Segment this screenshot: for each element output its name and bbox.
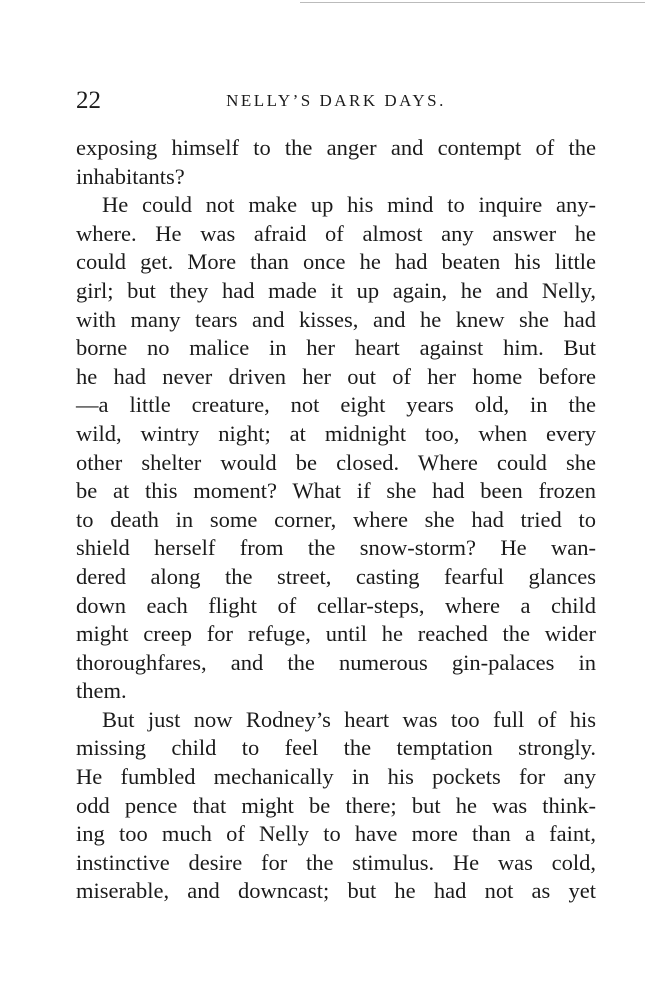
text-line: He could not make up his mind to inquire any- bbox=[102, 192, 596, 218]
text-line: He fumbled mechanically in his pockets for any bbox=[76, 764, 596, 790]
body-text bbox=[76, 134, 596, 906]
text-line: them. bbox=[76, 678, 127, 704]
top-rule bbox=[300, 2, 645, 3]
text-line: thoroughfares, and the numerous gin-palaces in bbox=[76, 649, 596, 675]
text-line: might creep for refuge, until he reached the wider bbox=[76, 621, 596, 647]
text-line: missing child to feel the temptation strongly. bbox=[76, 735, 596, 761]
text-line: other shelter would be closed. Where could she bbox=[76, 449, 596, 475]
page-header bbox=[76, 86, 596, 116]
text-line: could get. More than once he had beaten his little bbox=[76, 249, 596, 275]
text-line: borne no malice in her heart against him. But bbox=[76, 335, 596, 361]
running-title: NELLY’S DARK DAYS. bbox=[226, 91, 446, 110]
text-line: where. He was afraid of almost any answer he bbox=[76, 220, 596, 246]
text-line: exposing himself to the anger and contempt of the bbox=[76, 135, 596, 160]
text-line: —a little creature, not eight years old, in the bbox=[76, 392, 596, 418]
text-line: shield herself from the snow-storm? He wan- bbox=[76, 535, 596, 561]
page-number: 22 bbox=[76, 87, 101, 114]
text-line: wild, wintry night; at midnight too, when every bbox=[76, 420, 596, 446]
text-line: to death in some corner, where she had tried to bbox=[76, 506, 596, 532]
text-line: miserable, and downcast; but he had not as yet bbox=[76, 878, 596, 904]
text-line: with many tears and kisses, and he knew she had bbox=[76, 306, 596, 332]
text-line: dered along the street, casting fearful glances bbox=[76, 563, 596, 589]
text-line: down each flight of cellar-steps, where a child bbox=[76, 592, 596, 618]
text-line: inhabitants? bbox=[76, 163, 185, 189]
text-line: be at this moment? What if she had been frozen bbox=[76, 478, 596, 504]
text-line: he had never driven her out of her home before bbox=[76, 363, 596, 389]
text-line: instinctive desire for the stimulus. He was cold, bbox=[76, 849, 596, 875]
text-line: girl; but they had made it up again, he and Nelly, bbox=[76, 277, 596, 303]
text-line: odd pence that might be there; but he was think- bbox=[76, 792, 596, 818]
text-line: ing too much of Nelly to have more than a faint, bbox=[76, 821, 596, 847]
text-line: But just now Rodney’s heart was too full of his bbox=[102, 706, 596, 732]
